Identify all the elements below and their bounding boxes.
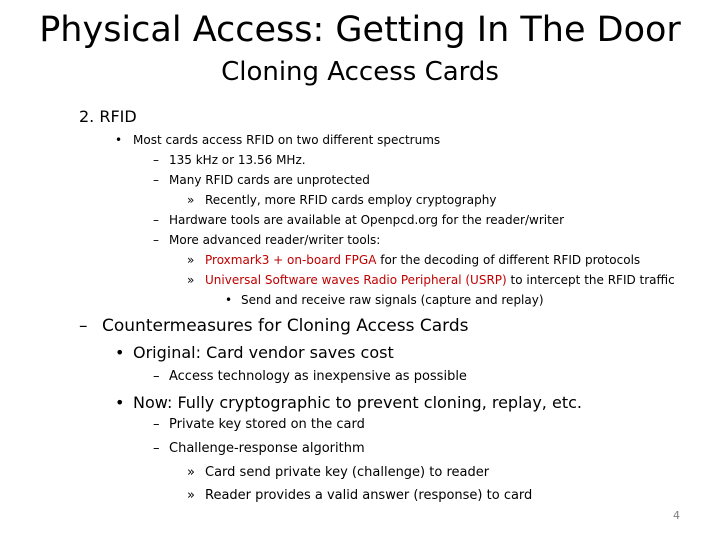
countermeasures-heading: Countermeasures for Cloning Access Cards — [102, 316, 469, 336]
usrp-rest: to intercept the RFID traffic — [506, 273, 675, 287]
dash-marker: – — [79, 316, 88, 336]
bullet-marker: • — [225, 293, 233, 307]
unprotected-text: Many RFID cards are unprotected — [169, 173, 370, 187]
raquo-marker: » — [187, 488, 195, 503]
raquo-marker: » — [187, 465, 195, 480]
raquo-marker: » — [187, 193, 195, 207]
advanced-tools-text: More advanced reader/writer tools: — [169, 233, 381, 247]
hardware-tools-text: Hardware tools are available at Openpcd.org for the reader/writer — [169, 213, 565, 227]
usrp-highlight: Universal Software waves Radio Peripheral (USRP) — [205, 273, 507, 287]
bullet-marker: • — [115, 343, 125, 362]
dash-marker: – — [153, 173, 159, 187]
reader-answer-text: Reader provides a valid answer (response) to card — [205, 488, 533, 503]
rfid-spectrum-text: Most cards access RFID on two different spectrums — [133, 133, 441, 147]
page-number: 4 — [673, 509, 680, 522]
private-key-text: Private key stored on the card — [169, 417, 365, 432]
dash-marker: – — [153, 213, 159, 227]
dash-marker: – — [153, 153, 159, 167]
raquo-marker: » — [187, 273, 195, 287]
slide-title: Physical Access: Getting In The Door — [39, 10, 681, 50]
now-text: Now: Fully cryptographic to prevent cloning, replay, etc. — [133, 393, 582, 412]
inexpensive-text: Access technology as inexpensive as possible — [169, 369, 467, 384]
proxmark-line — [205, 250, 640, 270]
cryptography-text: Recently, more RFID cards employ cryptography — [205, 193, 497, 207]
send-key-text: Card send private key (challenge) to reader — [205, 465, 490, 480]
proxmark-highlight: Proxmark3 + on-board FPGA — [205, 253, 377, 267]
original-text: Original: Card vendor saves cost — [133, 343, 394, 362]
raw-signals-text: Send and receive raw signals (capture and replay) — [241, 293, 544, 307]
section-heading: 2. RFID — [79, 107, 137, 126]
raquo-marker: » — [187, 253, 195, 267]
usrp-line — [205, 270, 675, 290]
dash-marker: – — [153, 417, 160, 432]
dash-marker: – — [153, 369, 160, 384]
bullet-marker: • — [115, 393, 125, 412]
dash-marker: – — [153, 441, 160, 456]
slide-subtitle: Cloning Access Cards — [221, 57, 499, 87]
bullet-marker: • — [115, 133, 123, 147]
frequencies-text: 135 kHz or 13.56 MHz. — [169, 153, 306, 167]
proxmark-rest: for the decoding of different RFID protocols — [376, 253, 641, 267]
challenge-response-text: Challenge-response algorithm — [169, 441, 365, 456]
dash-marker: – — [153, 233, 159, 247]
